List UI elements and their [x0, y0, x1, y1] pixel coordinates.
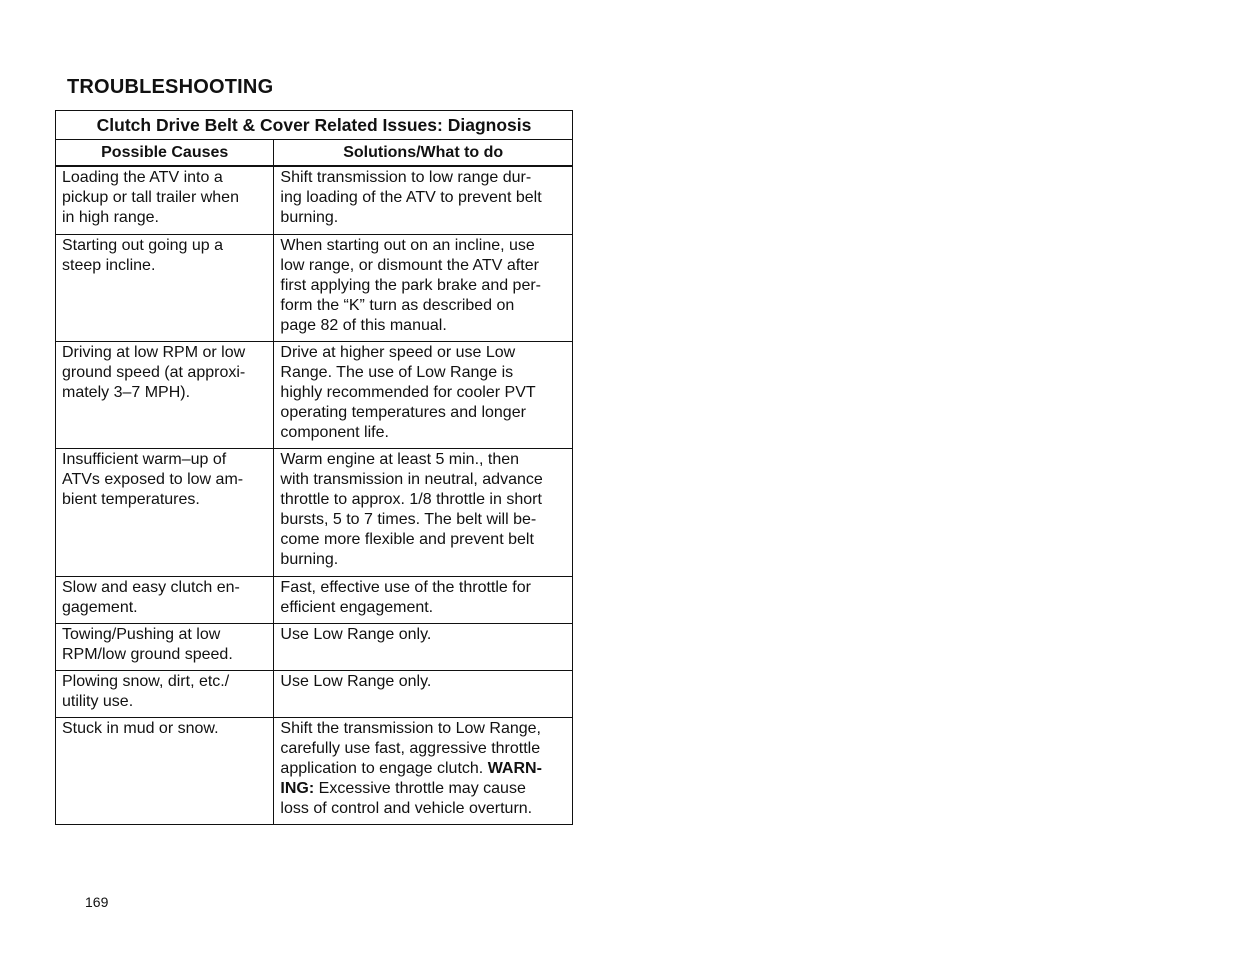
solution-cell	[274, 717, 573, 824]
cause-cell	[56, 166, 274, 234]
table-row	[56, 341, 573, 448]
cause-text: Slow and easy clutch en- gagement.	[62, 578, 240, 616]
page-title: TROUBLESHOOTING	[67, 76, 274, 98]
solution-cell	[274, 234, 573, 341]
solution-cell	[274, 576, 573, 623]
cause-cell	[56, 670, 274, 717]
table-header-row	[56, 140, 573, 167]
cause-text: Stuck in mud or snow.	[62, 719, 219, 737]
solution-text	[274, 718, 572, 822]
solution-text: Use Low Range only.	[280, 672, 432, 690]
table-row	[56, 717, 573, 824]
cause-cell	[56, 234, 274, 341]
solution-text-end: Excessive throttle may cause loss of control and vehicle overturn.	[280, 779, 533, 817]
cause-text: Driving at low RPM or low ground speed (at approxi- mately 3–7 MPH).	[62, 343, 246, 401]
cause-text: Insufficient warm–up of ATVs exposed to low am- bient temperatures.	[62, 450, 244, 508]
table-row	[56, 234, 573, 341]
cause-cell	[56, 341, 274, 448]
solution-text-start: Shift the transmission to Low Range, carefully use fast, aggressive throttle application to engage clutch.	[280, 719, 541, 777]
column-header-solutions: Solutions/What to do	[274, 140, 573, 167]
cause-cell	[56, 448, 274, 576]
solution-text: When starting out on an incline, use low range, or dismount the ATV after first applying the park brake and per- form the “K” turn as described on page 82 of this manual.	[280, 236, 542, 334]
table-caption: Clutch Drive Belt & Cover Related Issues: Diagnosis	[56, 111, 573, 140]
column-header-causes: Possible Causes	[56, 140, 274, 167]
warning-label: WARN- ING:	[280, 759, 542, 797]
table-row	[56, 166, 573, 234]
cause-text: Starting out going up a steep incline.	[62, 236, 224, 274]
solution-text: Use Low Range only.	[280, 625, 432, 643]
solution-text: Fast, effective use of the throttle for efficient engagement.	[280, 578, 531, 616]
table-row	[56, 448, 573, 576]
table-row	[56, 576, 573, 623]
cause-cell	[56, 717, 274, 824]
cause-text: Loading the ATV into a pickup or tall trailer when in high range.	[62, 169, 239, 226]
solution-text: Warm engine at least 5 min., then with transmission in neutral, advance throttle to approx. 1/8 throttle in short bursts, 5 to 7 times. The belt will be- come more flexible and prevent belt burning.	[280, 450, 543, 568]
solution-cell	[274, 670, 573, 717]
page-number: 169	[85, 894, 109, 910]
solution-text: Drive at higher speed or use Low Range. The use of Low Range is highly recommended for cooler PVT operating temperatures and longer component life.	[280, 343, 536, 441]
solution-cell	[274, 166, 573, 234]
cause-cell	[56, 576, 274, 623]
table-row	[56, 670, 573, 717]
solution-cell	[274, 623, 573, 670]
cause-text: Plowing snow, dirt, etc./ utility use.	[62, 672, 230, 710]
solution-cell	[274, 341, 573, 448]
diagnosis-table	[55, 110, 573, 825]
cause-text: Towing/Pushing at low RPM/low ground speed.	[62, 625, 233, 663]
solution-cell	[274, 448, 573, 576]
table-caption-row	[56, 111, 573, 140]
cause-cell	[56, 623, 274, 670]
solution-text: Shift transmission to low range dur- ing loading of the ATV to prevent belt burning.	[280, 169, 542, 226]
table-row	[56, 623, 573, 670]
